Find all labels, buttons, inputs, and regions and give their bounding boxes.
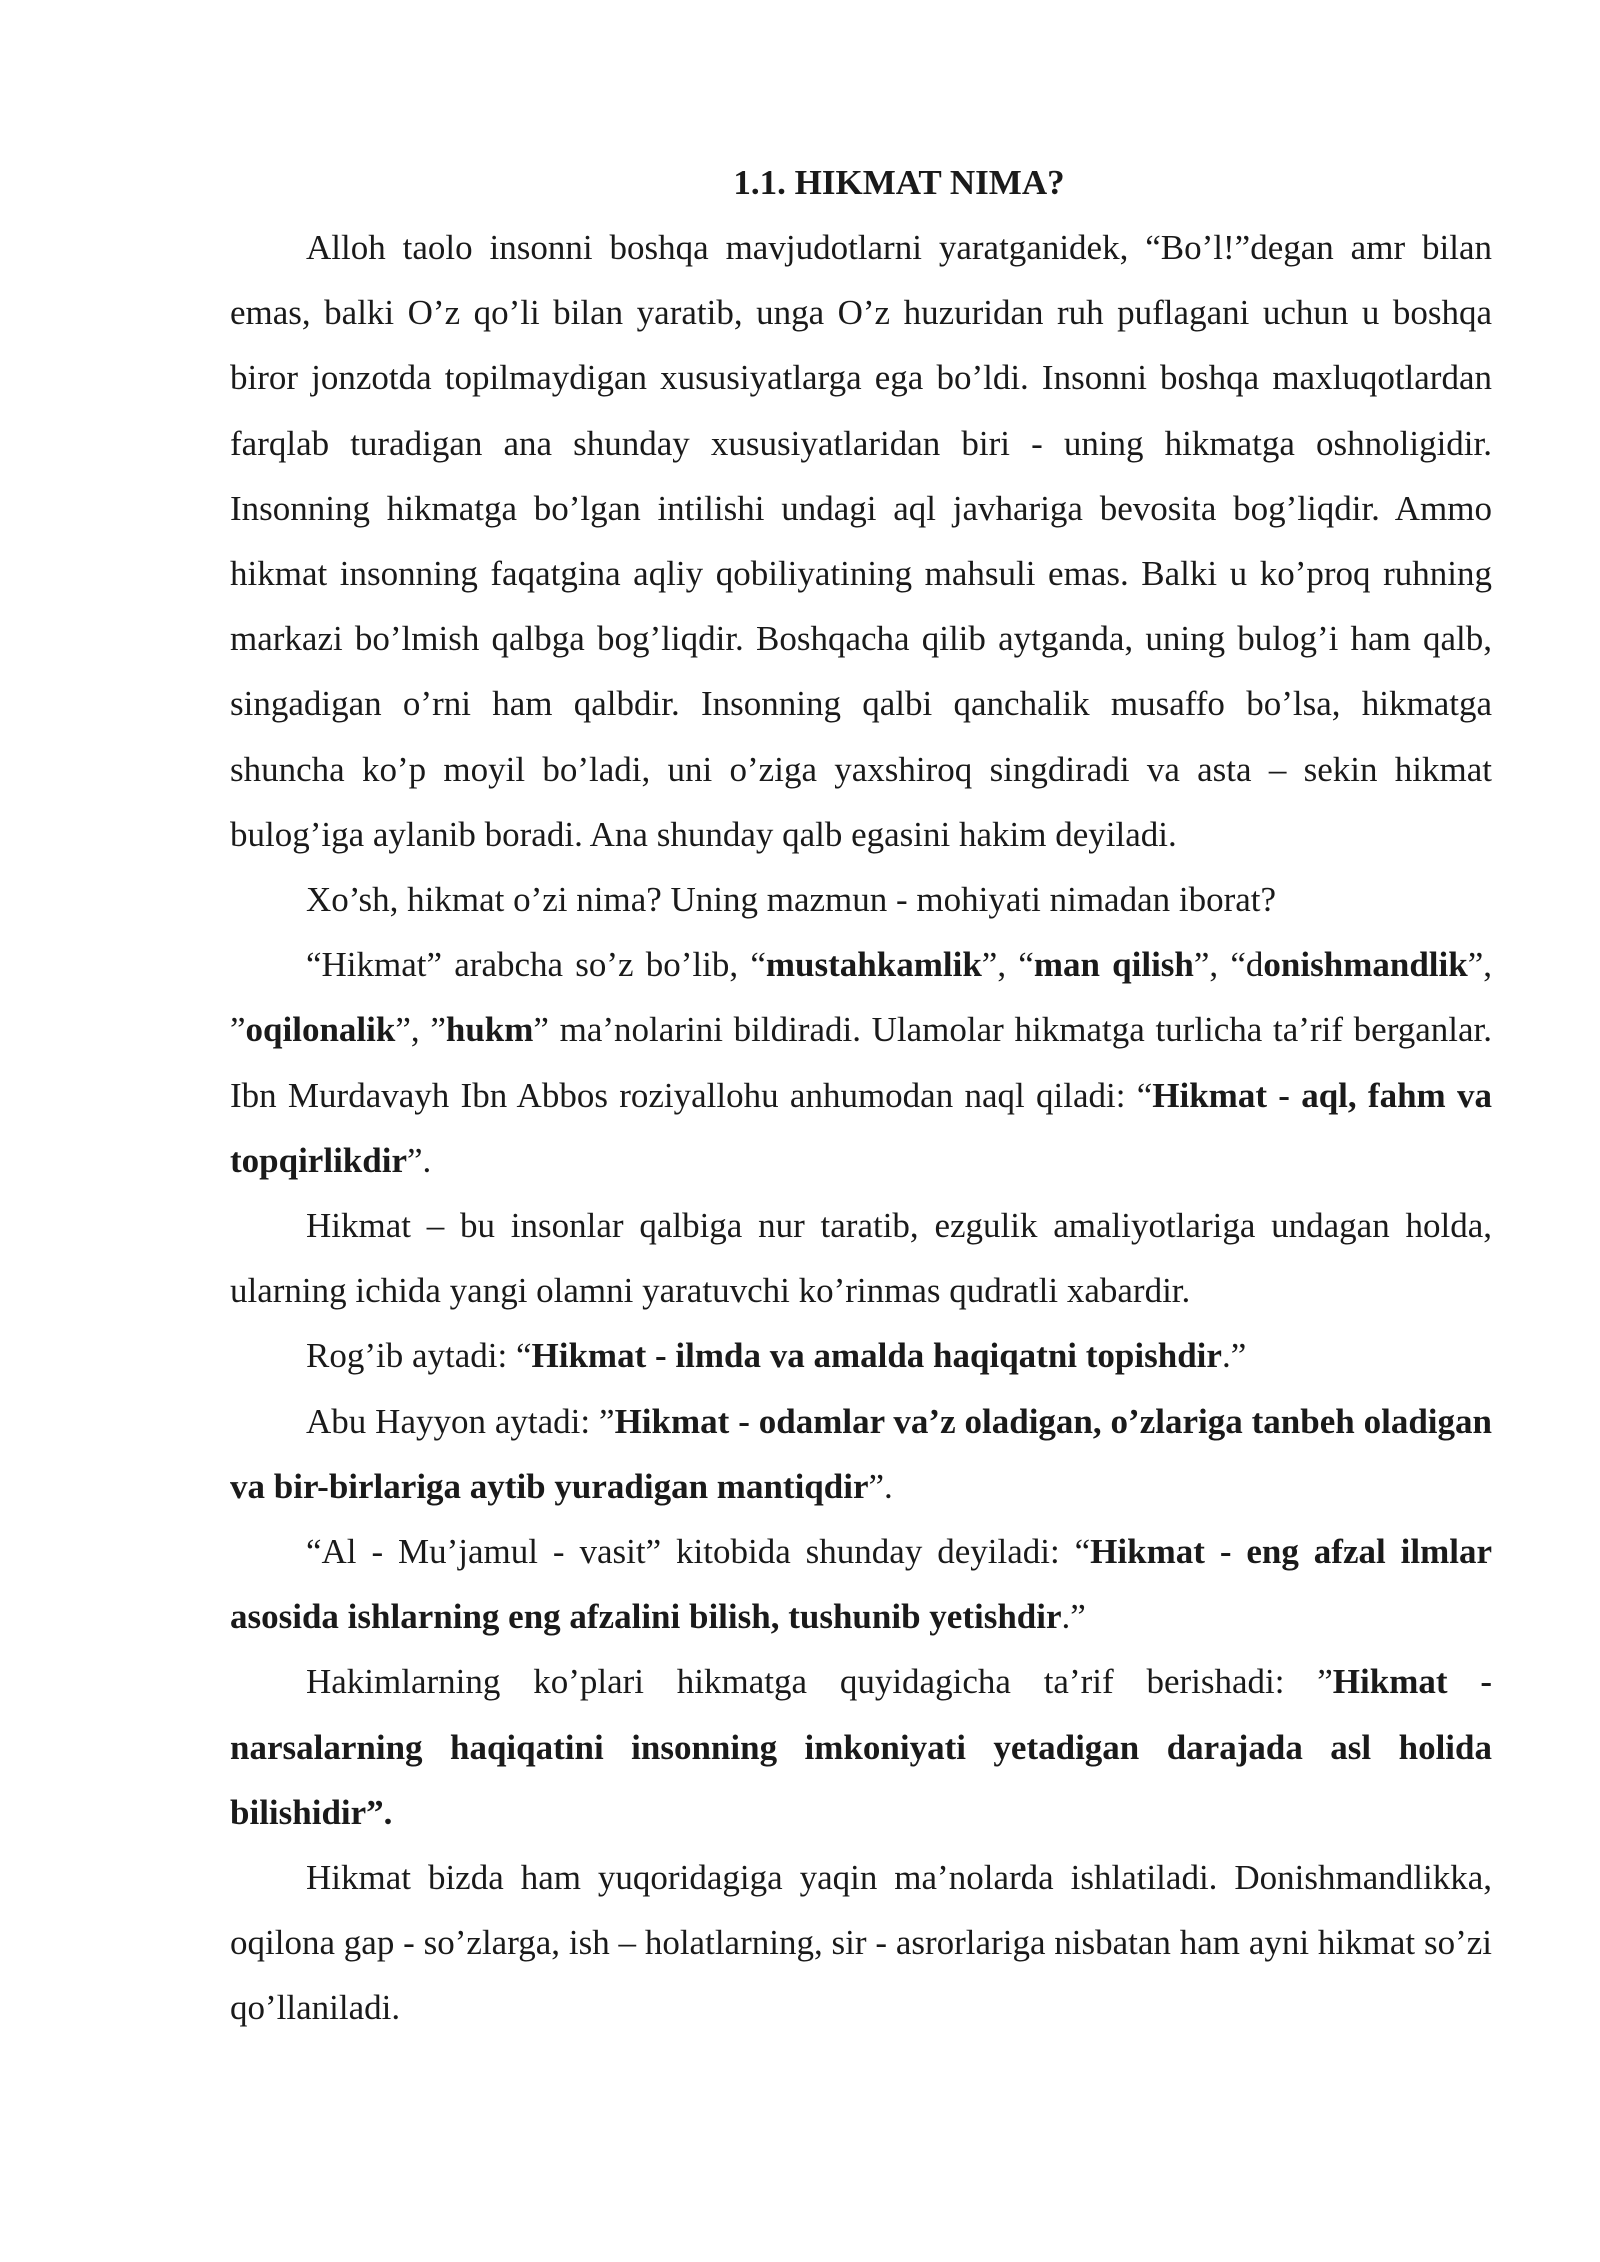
body-paragraph (230, 1845, 1492, 2041)
text-run: ”. (406, 1140, 432, 1180)
text-run: ”. (868, 1466, 893, 1506)
bold-text-run: Hikmat - narsalarning haqiqatini insonning imkoniyati yetadigan darajada asl holida bilishidir”. (230, 1662, 1492, 1832)
body-paragraph (230, 1649, 1492, 1845)
body-paragraph (230, 1389, 1492, 1519)
text-run: Hikmat – bu insonlar qalbiga nur taratib, ezgulik amaliyotlariga undagan holda, ularning ichida yangi olamni yaratuvchi ko’rinmas qudratli xabardir. (230, 1206, 1492, 1311)
body-paragraph (230, 1323, 1492, 1388)
bold-text-run: Hikmat - aql, fahm va topqirlikdir (230, 1075, 1492, 1180)
bold-text-run: mustahkamlik (765, 945, 982, 985)
text-run: ”, “ (981, 945, 1034, 985)
text-run: Alloh taolo insonni boshqa mavjudotlarni yaratganidek, “Bo’l!”degan amr bilan emas, balki O’z qo’li bilan yaratib, unga O’z huzuridan ruh puflagani uchun u boshqa biror jonzotda topilmaydigan xususiyatlarga ega bo’ldi. Insonni boshqa maxluqotlardan farqlab turadigan ana shunday xususiyatlaridan biri - uning hikmatga oshnoligidir. Insonning hikmatga bo’lgan intilishi undagi aql javhariga bevosita bog’liqdir. Ammo hikmat insonning faqatgina aqliy qobiliyatining mahsuli emas. Balki u ko’proq ruhning markazi bo’lmish qalbga bog’liqdir. Boshqacha qilib aytganda, uning bulog’i ham qalb, singadigan o’rni ham qalbdir. Insonning qalbi qanchalik musaffo bo’lsa, hikmatga shuncha ko’p moyil bo’ladi, uni o’ziga yaxshiroq singdiradi va asta – sekin hikmat bulog’iga aylanib boradi. Ana shunday qalb egasini hakim deyiladi. (230, 228, 1492, 854)
bold-text-run: Hikmat - ilmda va amalda haqiqatni topishdir (531, 1336, 1222, 1376)
bold-text-run: man qilish (1033, 945, 1194, 985)
text-run: .” (1221, 1336, 1247, 1376)
body-paragraph (230, 1519, 1492, 1649)
body-paragraph (230, 215, 1492, 867)
text-run: ”, ” (395, 1010, 446, 1050)
bold-text-run: onishmandlik (1263, 945, 1468, 985)
text-run: Rog’ib aytadi: “ (306, 1336, 532, 1376)
text-run: Abu Hayyon aytadi: ” (306, 1401, 615, 1441)
text-run: “Hikmat” arabcha so’z bo’lib, “ (306, 945, 766, 985)
text-run: ”, “d (1193, 945, 1264, 985)
document-page (230, 150, 1492, 2041)
text-run: “Al - Mu’jamul - vasit” kitobida shunday deyiladi: “ (306, 1532, 1091, 1572)
section-heading: 1.1. HIKMAT NIMA? (733, 163, 1065, 202)
text-run: Hakimlarning ko’plari hikmatga quyidagicha ta’rif berishadi: ” (306, 1662, 1333, 1702)
text-run: ” ma’nolarini bildiradi. Ulamolar hikmatga turlicha ta’rif berganlar. Ibn Murdavayh Ibn Abbos roziyallohu anhumodan naql qiladi: “ (230, 1010, 1492, 1115)
bold-text-run: Hikmat - eng afzal ilmlar asosida ishlarning eng afzalini bilish, tushunib yetishdir (230, 1532, 1492, 1637)
bold-text-run: oqilonalik (245, 1010, 396, 1050)
body-paragraph (230, 867, 1492, 932)
text-run: Xo’sh, hikmat o’zi nima? Uning mazmun - mohiyati nimadan iborat? (306, 880, 1277, 920)
bold-text-run: Hikmat - odamlar va’z oladigan, o’zlariga tanbeh oladigan va bir-birlariga aytib yuradigan mantiqdir (230, 1401, 1492, 1506)
text-run: .” (1061, 1597, 1086, 1637)
body-paragraph (230, 932, 1492, 1193)
bold-text-run: hukm (445, 1010, 534, 1050)
body-paragraph (230, 1193, 1492, 1323)
document-body (230, 215, 1492, 2041)
text-run: Hikmat bizda ham yuqoridagiga yaqin ma’nolarda ishlatiladi. Donishmandlikka, oqilona gap - so’zlarga, ish – holatlarning, sir - asrorlariga nisbatan ham ayni hikmat so’zi qo’llaniladi. (230, 1858, 1492, 2028)
text-run: ”, ” (230, 945, 1492, 1050)
